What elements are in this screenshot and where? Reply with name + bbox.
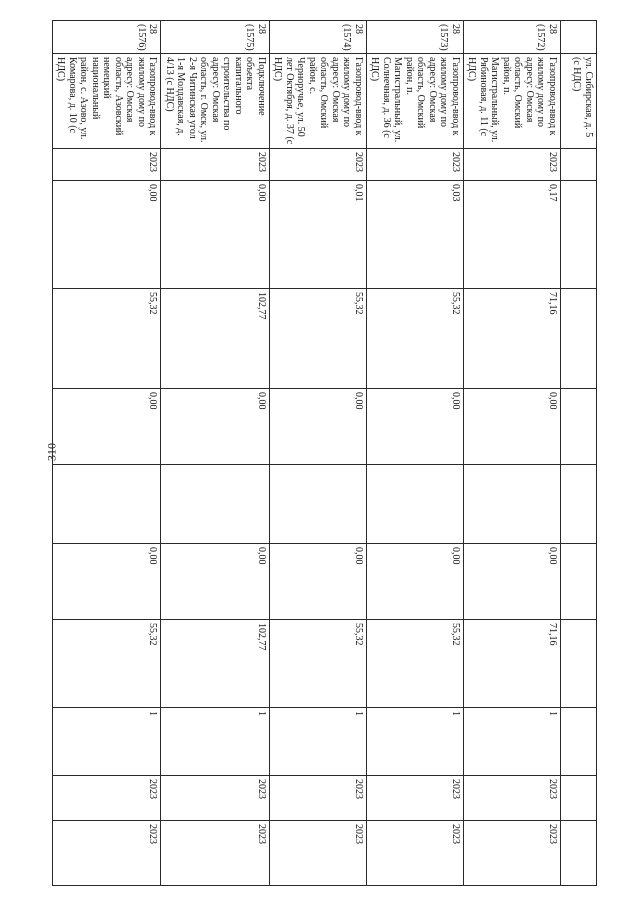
cell-c2: 71,16 [464, 289, 561, 389]
cell-c10: 2023 [53, 821, 162, 886]
cell-c3 [561, 389, 597, 465]
cell-c8 [561, 776, 597, 821]
cell-c7: 1 [464, 708, 561, 776]
cell-c4 [464, 465, 561, 544]
cell-c6: 55,32 [367, 620, 464, 708]
cell-c4 [53, 465, 162, 544]
cell-description: Газопровод-ввод к жилому дому по адресу: Омская область, Омский район, п. Магистральный, ул. Солнечная, д. 36 (с НДС) [367, 54, 464, 149]
cell-year: 2023 [367, 149, 464, 181]
investment-table [52, 20, 597, 886]
table-row [270, 21, 367, 886]
table-row [464, 21, 561, 886]
cell-year: 2023 [464, 149, 561, 181]
cell-c7: 1 [161, 708, 270, 776]
cell-c2: 55,32 [367, 289, 464, 389]
cell-description: Газопровод-ввод к жилому дому по адресу: Омская область, Азовский немецкий национальный район, с. Азово, ул. Комарова, д. 10 (с НДС) [53, 54, 162, 149]
cell-year: 2023 [161, 149, 270, 181]
cell-c1 [561, 181, 597, 289]
cell-c5: 0,00 [367, 544, 464, 620]
cell-c2: 102,77 [161, 289, 270, 389]
table-row [161, 21, 270, 886]
cell-c3: 0,00 [270, 389, 367, 465]
cell-c10: 2023 [161, 821, 270, 886]
cell-c2 [561, 289, 597, 389]
cell-c2: 55,32 [53, 289, 162, 389]
cell-c5 [561, 544, 597, 620]
cell-c1: 0,03 [367, 181, 464, 289]
cell-c6: 102,77 [161, 620, 270, 708]
cell-description: ул. Сибирская, д. 5 (с НДС) [561, 54, 597, 149]
rotated-table-container [55, 20, 597, 885]
cell-c7 [561, 708, 597, 776]
cell-c9: 2023 [53, 776, 162, 821]
table-row [367, 21, 464, 886]
table-row [53, 21, 162, 886]
cell-c6 [561, 620, 597, 708]
cell-c1: 0,01 [270, 181, 367, 289]
cell-c5: 0,00 [270, 544, 367, 620]
cell-c7: 1 [53, 708, 162, 776]
cell-c5: 0,00 [161, 544, 270, 620]
cell-year: 2023 [53, 149, 162, 181]
cell-c4 [161, 465, 270, 544]
cell-c7: 1 [367, 708, 464, 776]
cell-c3: 0,00 [161, 389, 270, 465]
cell-c9: 2023 [367, 776, 464, 821]
cell-c9 [561, 821, 597, 886]
cell-num: 28 (1573) [367, 21, 464, 54]
cell-c10: 2023 [270, 821, 367, 886]
cell-c1: 0,00 [161, 181, 270, 289]
table-row-fragment [561, 21, 597, 886]
cell-c3: 0,00 [53, 389, 162, 465]
cell-c6: 55,32 [53, 620, 162, 708]
cell-c2: 55,32 [270, 289, 367, 389]
cell-c4 [561, 465, 597, 544]
page-number: 310 [44, 443, 59, 461]
cell-c3: 0,00 [464, 389, 561, 465]
cell-c9: 2023 [161, 776, 270, 821]
cell-c6: 55,32 [270, 620, 367, 708]
cell-c9: 2023 [464, 776, 561, 821]
cell-num [561, 21, 597, 54]
cell-c3: 0,00 [367, 389, 464, 465]
cell-num: 28 (1572) [464, 21, 561, 54]
cell-description: Подключение объекта капитального строительства по адресу: Омская область, г. Омск, ул. 2-я Читинская угол 1-я Молдавская, д. 4/13 (с НДС) [161, 54, 270, 149]
cell-c1: 0,17 [464, 181, 561, 289]
cell-c4 [270, 465, 367, 544]
cell-c1: 0,00 [53, 181, 162, 289]
cell-c5: 0,00 [53, 544, 162, 620]
cell-c4 [367, 465, 464, 544]
cell-c9: 2023 [270, 776, 367, 821]
cell-c5: 0,00 [464, 544, 561, 620]
cell-c10: 2023 [367, 821, 464, 886]
cell-year: 2023 [270, 149, 367, 181]
cell-num: 28 (1575) [161, 21, 270, 54]
cell-c10: 2023 [464, 821, 561, 886]
cell-description: Газопровод-ввод к жилому дому по адресу: Омская область, Омский район, п. Магистральный, ул. Рябиновая, д. 11 (с НДС) [464, 54, 561, 149]
cell-c7: 1 [270, 708, 367, 776]
cell-year [561, 149, 597, 181]
cell-c6: 71,16 [464, 620, 561, 708]
cell-description: Газопровод-ввод к жилому дому по адресу: Омская область, Омский район, с. Черноручье, ул. 50 лет Октября, д. 37 (с НДС) [270, 54, 367, 149]
cell-num: 28 (1574) [270, 21, 367, 54]
cell-num: 28 (1576) [53, 21, 162, 54]
